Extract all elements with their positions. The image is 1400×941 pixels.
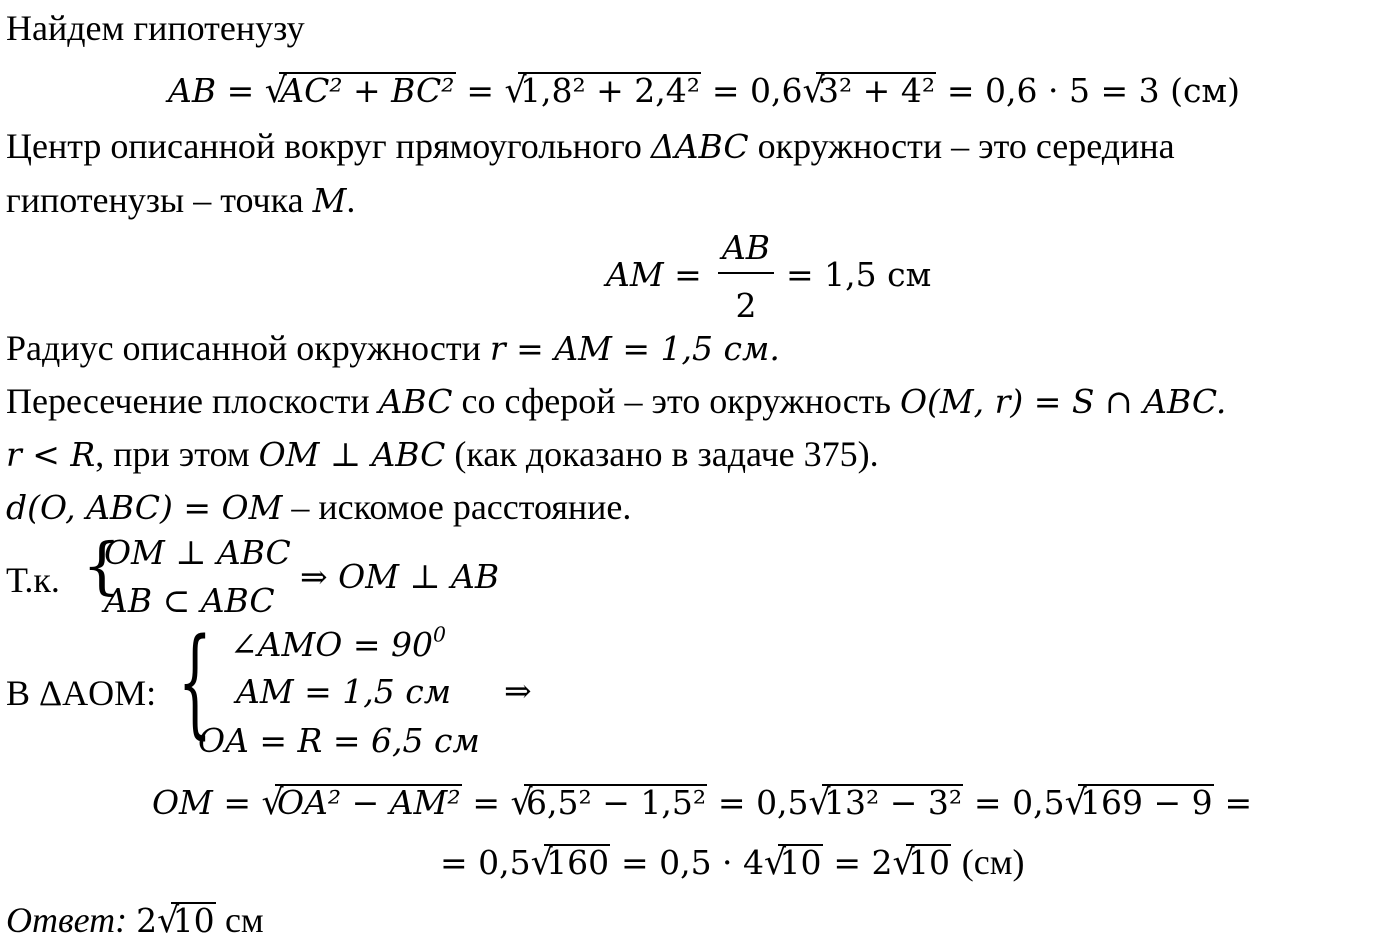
am-numerator: AB <box>721 228 771 267</box>
om-equation-line-2 <box>440 842 1025 884</box>
answer-coef: 2 <box>136 901 158 940</box>
eq1-coef: 0,6 <box>749 71 803 110</box>
am-fraction-bar <box>718 272 774 274</box>
eq1-sqrt-3: √ 3² + 4² <box>802 71 936 112</box>
eq3-sqrt-7: √ 10 <box>892 843 950 884</box>
eq3-sqrt-2: √ 6,5² − 1,5² <box>510 783 707 824</box>
triangle-abc: ΔABC <box>650 127 749 166</box>
center-dot: . <box>346 180 356 220</box>
perp-math-2: OM ⊥ ABC <box>258 435 446 474</box>
sys1-brace: { <box>82 529 122 602</box>
perp-math-1: r < R <box>6 435 96 474</box>
sys1-result: ⇒ OM ⊥ AB <box>300 557 500 596</box>
sys1-row-1: OM ⊥ ABC <box>104 533 291 572</box>
eq3-radicand-2: 6,5² − 1,5² <box>526 783 707 822</box>
am-denominator: 2 <box>735 286 757 325</box>
sys2-arrow: ⇒ <box>504 671 532 710</box>
sys2-row-3: OA = R = 6,5 см <box>198 721 480 760</box>
eq3-part-b: = 0,5 · 4 <box>620 843 765 882</box>
radius-math: r = AM = 1,5 см. <box>489 329 780 368</box>
answer-line <box>6 900 264 941</box>
answer-radicand: 10 <box>172 901 215 940</box>
perp-line <box>6 436 879 472</box>
eq1-lhs: AB <box>168 71 217 110</box>
answer-unit: см <box>224 900 264 940</box>
eq1-tail: = 0,6 · 5 = 3 (см) <box>946 71 1240 110</box>
sys2-angle: ∠AMO = 90 <box>230 625 433 664</box>
intro-text: Найдем гипотенузу <box>6 8 305 48</box>
eq3-radicand-5: 160 <box>546 843 610 882</box>
center-text-3: гипотенузы – точка <box>6 180 313 220</box>
center-text-1: Центр описанной вокруг прямоугольного <box>6 126 651 166</box>
sys2-degree: 0 <box>432 622 446 647</box>
sys2-brace: { <box>178 612 212 750</box>
eq1-radicand-1: AC² + BC² <box>280 71 455 110</box>
eq3-radicand-7: 10 <box>907 843 950 882</box>
radius-line <box>6 330 780 366</box>
intersection-text-1: Пересечение плоскости <box>6 381 379 421</box>
am-rhs: = 1,5 см <box>786 255 932 294</box>
eq1-radicand-2: 1,8² + 2,4² <box>519 71 701 110</box>
om-equation-line-1: OM = √ OA² − AM² = √ 6,5² − 1,5² = 0,5 √ 13² − 3² = 0,5 √ 169 − 9 = <box>152 783 1253 824</box>
intersection-text-2: со сферой – это окружность <box>452 381 900 421</box>
eq3-sqrt-6: √ 10 <box>764 843 822 884</box>
hypotenuse-equation: AB = √ AC² + BC² = √ 1,8² + 2,4² = 0,6 √ 3² + 4² = 0,6 · 5 = 3 (см) <box>168 71 1240 112</box>
point-m: M <box>312 181 347 220</box>
eq3-part-d: (см) <box>961 842 1025 882</box>
eq3-coef-1: 0,5 <box>756 783 809 822</box>
sys2-row-2: AM = 1,5 см <box>236 672 452 711</box>
eq3-sqrt-3: √ 13² − 3² <box>808 783 963 824</box>
eq1-radicand-3: 3² + 4² <box>817 71 936 110</box>
distance-line <box>6 489 631 525</box>
eq3-lhs: OM <box>152 783 213 822</box>
eq1-sqrt-2: √ 1,8² + 2,4² <box>504 71 701 112</box>
center-line-1 <box>6 128 1175 164</box>
am-lhs: AM = <box>606 255 702 294</box>
sys2-row-1 <box>230 622 446 664</box>
eq3-part-c: = 2 <box>833 843 893 882</box>
sys1-row-2: AB ⊂ ABC <box>104 581 275 620</box>
answer-label: Ответ: <box>6 900 128 940</box>
eq3-sqrt-1: √ OA² − AM² <box>261 783 461 824</box>
intersection-math-1: ABC <box>378 382 453 421</box>
center-text-2: окружности – это середина <box>748 126 1175 166</box>
perp-text-1: , при этом <box>95 434 259 474</box>
eq1-sqrt-1: √ AC² + BC² <box>264 71 455 112</box>
intersection-math-2: O(M, r) = S ∩ ABC. <box>899 382 1227 421</box>
answer-sqrt: √ 10 <box>157 901 215 941</box>
perp-text-2: (как доказано в задаче 375). <box>445 434 879 474</box>
sys2-label: В ΔAOM: <box>6 673 157 713</box>
intersection-line <box>6 383 1226 419</box>
eq3-sqrt-5: √ 160 <box>530 843 610 884</box>
intro-line <box>6 10 305 46</box>
eq3-coef-2: 0,5 <box>1012 783 1065 822</box>
eq3-radicand-6: 10 <box>779 843 822 882</box>
eq3-part-a: = 0,5 <box>440 843 531 882</box>
radius-text: Радиус описанной окружности <box>6 328 490 368</box>
sys1-label: Т.к. <box>6 560 60 600</box>
eq3-radicand-1: OA² − AM² <box>276 783 461 822</box>
center-line-2 <box>6 182 355 218</box>
distance-text: – искомое расстояние. <box>282 487 632 527</box>
eq3-radicand-4: 169 − 9 <box>1080 783 1213 822</box>
eq3-sqrt-4: √ 169 − 9 <box>1064 783 1213 824</box>
distance-math: d(O, ABC) = OM <box>6 488 283 527</box>
eq3-radicand-3: 13² − 3² <box>824 783 963 822</box>
